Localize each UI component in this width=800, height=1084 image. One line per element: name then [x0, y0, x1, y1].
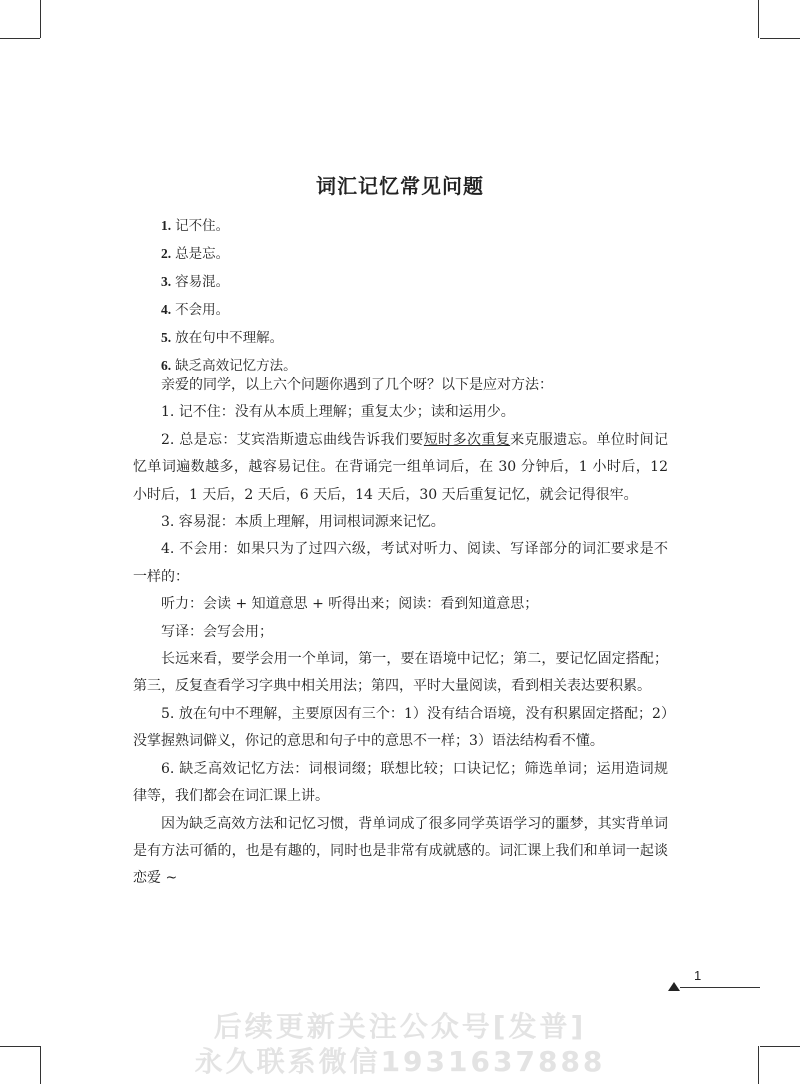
paragraph-5: 5. 放在句中不理解，主要原因有三个：1）没有结合语境，没有积累固定搭配；2）没掌握熟词僻义，你记的意思和句子中的意思不一样；3）语法结构看不懂。: [133, 705, 668, 750]
page-number: 1: [694, 968, 702, 983]
list-item: 3. 容易混。: [161, 274, 230, 290]
paragraph-4-long-term: 长远来看，要学会用一个单词，第一，要在语境中记忆；第二，要记忆固定搭配；第三，反复查看学习字典中相关用法；第四，平时大量阅读，看到相关表达要积累。: [133, 651, 668, 695]
paragraph-3: 3. 容易混：本质上理解，用词根词源来记忆。: [161, 514, 445, 531]
page-title: 词汇记忆常见问题: [316, 174, 484, 198]
list-item: 2. 总是忘。: [161, 246, 230, 262]
page-marker-icon: [668, 982, 680, 991]
body-text: [133, 372, 668, 893]
crop-mark: [758, 0, 759, 38]
paragraph-1: 1. 记不住：没有从本质上理解；重复太少；读和运用少。: [161, 404, 515, 421]
list-item: 4. 不会用。: [161, 302, 230, 318]
paragraph-4: 4. 不会用：如果只为了过四六级，考试对听力、阅读、写译部分的词汇要求是不一样的：: [133, 541, 668, 585]
crop-mark: [760, 38, 800, 39]
watermark-line-2: 永久联系微信1931637888: [194, 1045, 606, 1078]
paragraph-intro: 亲爱的同学，以上六个问题你遇到了几个呀？以下是应对方法：: [161, 377, 553, 393]
list-item: 6. 缺乏高效记忆方法。: [161, 358, 297, 374]
paragraph-4-writing: 写译：会写会用；: [161, 623, 273, 640]
crop-mark: [0, 38, 40, 39]
underlined-phrase: 短时多次重复: [423, 431, 511, 448]
list-item: 5. 放在句中不理解。: [161, 330, 284, 346]
list-item: 1. 记不住。: [161, 218, 230, 234]
paragraph-6: 6. 缺乏高效记忆方法：词根词缀；联想比较；口诀记忆；筛选单词；运用造词规律等，我们都会在词汇课上讲。: [133, 760, 668, 805]
watermark-line-1: 后续更新关注公众号[发普]: [213, 1010, 587, 1043]
crop-mark: [40, 0, 41, 38]
paragraph-2: 2. 总是忘：艾宾浩斯遗忘曲线告诉我们要短时多次重复来克服遗忘。单位时间记忆单词遍数越多，越容易记住。在背诵完一组单词后，在 30 分钟后，1 小时后，12 小时后，1 天后，2 天后，6 天后，14 天后，30 天后重复记忆，就会记得很牢。: [133, 431, 669, 503]
paragraph-conclusion: 因为缺乏高效方法和记忆习惯，背单词成了很多同学英语学习的噩梦，其实背单词是有方法可循的，也是有趣的，同时也是非常有成就感的。词汇课上我们和单词一起谈恋爱 ~: [133, 815, 668, 887]
problem-list: [161, 212, 297, 380]
paragraph-4-listening: 听力：会读 + 知道意思 + 听得出来；阅读：看到知道意思；: [161, 596, 539, 613]
page-rule: [680, 987, 760, 988]
